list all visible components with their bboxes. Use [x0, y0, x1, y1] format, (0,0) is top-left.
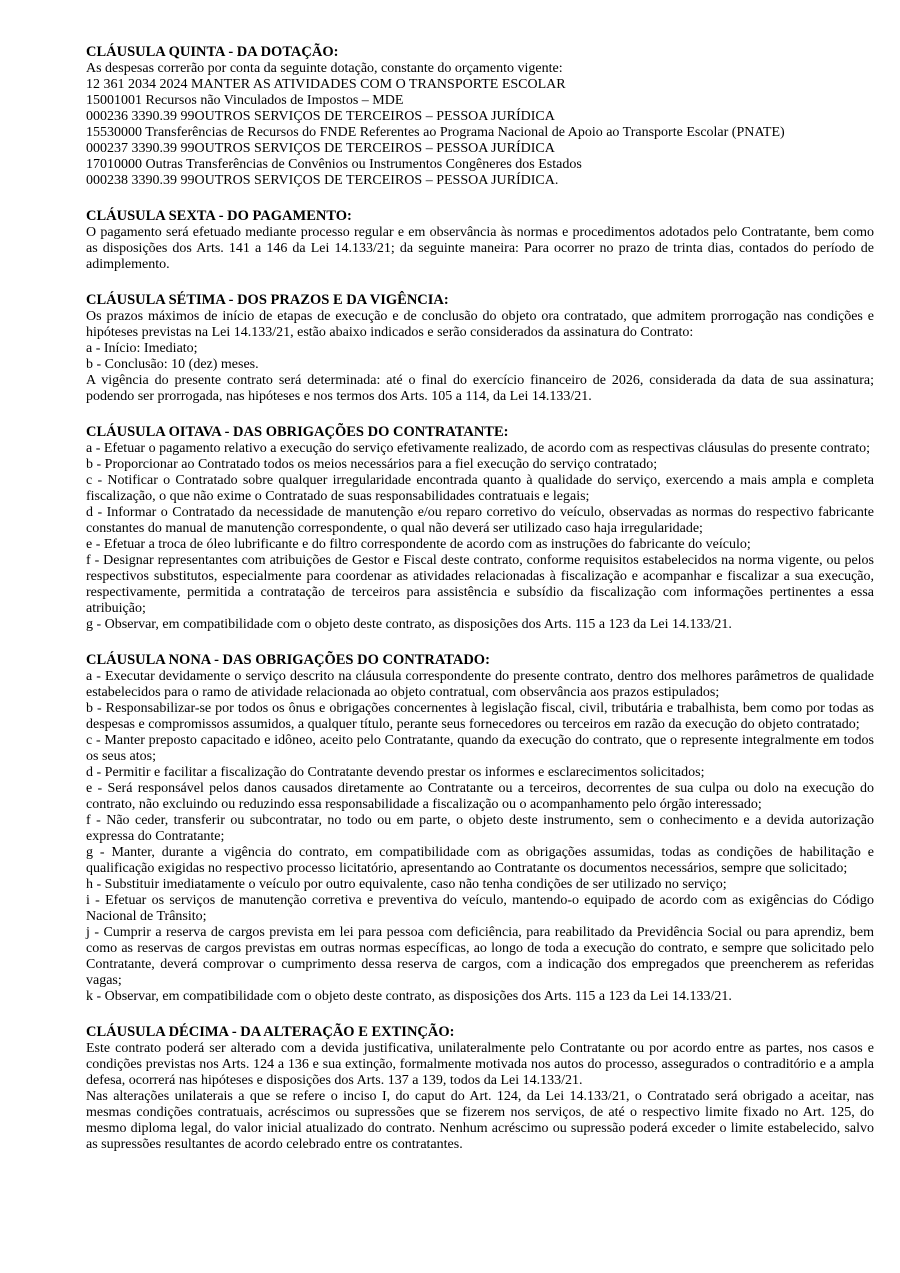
list-item: b - Conclusão: 10 (dez) meses. — [86, 357, 259, 372]
budget-line: 000238 3390.39 99OUTROS SERVIÇOS DE TERCEIROS – PESSOA JURÍDICA. — [86, 173, 559, 188]
budget-line: 17010000 Outras Transferências de Convênios ou Instrumentos Congêneres dos Estados — [86, 157, 582, 172]
clause-seven-prazos-vigencia — [86, 292, 874, 405]
list-item: f - Designar representantes com atribuições de Gestor e Fiscal deste contrato, conforme requisitos estabelecidos na norma vigente, ou pelos respectivos substitutos, especialmente para coordenar as atividades relacionadas à fiscalização e acompanhar e fiscalizar a sua execução, respectivamente, permitida a contratação de terceiros para assistência e subsídio da fiscalização com informações pertinentes a essa atribuição; — [86, 553, 874, 616]
list-item: d - Informar o Contratado da necessidade de manutenção e/ou reparo corretivo do veículo, observadas as normas do respectivo fabricante constantes do manual de manutenção correspondente, o qual não deverá ser utilizado caso haja irregularidade; — [86, 505, 874, 536]
budget-line: 12 361 2034 2024 MANTER AS ATIVIDADES COM O TRANSPORTE ESCOLAR — [86, 77, 566, 92]
paragraph: Os prazos máximos de início de etapas de execução e de conclusão do objeto ora contratado, que admitem prorrogação nas condições e hipóteses previstas na Lei 14.133/21, estão abaixo indicados e serão considerados da assinatura do Contrato: — [86, 309, 874, 340]
budget-line: 15530000 Transferências de Recursos do FNDE Referentes ao Programa Nacional de Apoio ao Transporte Escolar (PNATE) — [86, 125, 785, 140]
paragraph: Este contrato poderá ser alterado com a devida justificativa, unilateralmente pelo Contratante ou por acordo entre as partes, nos casos e condições previstas nos Arts. 124 a 136 e sua extinção, formalmente motivada nos autos do processo, assegurados o contraditório e a ampla defesa, ocorrerá nas hipóteses e disposições dos Arts. 137 a 139, todos da Lei 14.133/21. — [86, 1041, 874, 1088]
clause-five-heading: CLÁUSULA QUINTA - DA DOTAÇÃO: — [86, 44, 339, 60]
list-item: a - Início: Imediato; — [86, 341, 198, 356]
paragraph: Nas alterações unilaterais a que se refere o inciso I, do caput do Art. 124, da Lei 14.133/21, o Contratado será obrigado a aceitar, nas mesmas condições contratuais, acréscimos ou supressões que se fizerem nos serviços, de até o respectivo limite fixado no Art. 125, do mesmo diploma legal, do valor inicial atualizado do contrato. Nenhum acréscimo ou supressão poderá exceder o limite estabelecido, salvo as supressões resultantes de acordo celebrado entre os contratantes. — [86, 1089, 874, 1152]
list-item: i - Efetuar os serviços de manutenção corretiva e preventiva do veículo, mantendo-o equipado de acordo com as exigências do Código Nacional de Trânsito; — [86, 893, 874, 924]
paragraph: A vigência do presente contrato será determinada: até o final do exercício financeiro de 2026, considerada da data de sua assinatura; podendo ser prorrogada, nas hipóteses e nos termos dos Arts. 105 a 114, da Lei 14.133/21. — [86, 373, 874, 404]
clause-nine-heading: CLÁUSULA NONA - DAS OBRIGAÇÕES DO CONTRATADO: — [86, 652, 490, 668]
clause-seven-heading: CLÁUSULA SÉTIMA - DOS PRAZOS E DA VIGÊNCIA: — [86, 292, 449, 308]
list-item: c - Manter preposto capacitado e idôneo, aceito pelo Contratante, quando da execução do contrato, que o represente integralmente em todos os seus atos; — [86, 733, 874, 764]
clause-six-heading: CLÁUSULA SEXTA - DO PAGAMENTO: — [86, 208, 352, 224]
list-item: g - Manter, durante a vigência do contrato, em compatibilidade com as obrigações assumidas, todas as condições de habilitação e qualificação exigidas no respectivo processo licitatório, apresentando ao Contratante os documentos necessários, sempre que solicitado; — [86, 845, 874, 876]
list-item: k - Observar, em compatibilidade com o objeto deste contrato, as disposições dos Arts. 115 a 123 da Lei 14.133/21. — [86, 989, 732, 1004]
list-item: b - Proporcionar ao Contratado todos os meios necessários para a fiel execução do serviço contratado; — [86, 457, 658, 472]
list-item: j - Cumprir a reserva de cargos prevista em lei para pessoa com deficiência, para reabilitado da Previdência Social ou para aprendiz, bem como as reservas de cargos previstas em outras normas específicas, ao longo de toda a execução do contrato, e sempre que solicitado pelo Contratante, deverá comprovar o cumprimento dessa reserva de cargos, com a indicação dos empregados que preencherem as referidas vagas; — [86, 925, 874, 988]
paragraph: O pagamento será efetuado mediante processo regular e em observância às normas e procedimentos adotados pelo Contratante, bem como as disposições dos Arts. 141 a 146 da Lei 14.133/21; da seguinte maneira: Para ocorrer no prazo de trinta dias, contados do período de adimplemento. — [86, 225, 874, 272]
list-item: e - Efetuar a troca de óleo lubrificante e do filtro correspondente de acordo com as instruções do fabricante do veículo; — [86, 537, 751, 552]
clause-ten-alteracao-extincao — [86, 1024, 874, 1153]
clause-ten-heading: CLÁUSULA DÉCIMA - DA ALTERAÇÃO E EXTINÇÃO: — [86, 1024, 455, 1040]
list-item: d - Permitir e facilitar a fiscalização do Contratante devendo prestar os informes e esclarecimentos solicitados; — [86, 765, 705, 780]
list-item: e - Será responsável pelos danos causados diretamente ao Contratante ou a terceiros, decorrentes de sua culpa ou dolo na execução do contrato, não excluindo ou reduzindo essa responsabilidade a fiscalização ou o acompanhamento pelo órgão interessado; — [86, 781, 874, 812]
list-item: c - Notificar o Contratado sobre qualquer irregularidade encontrada quanto à qualidade do serviço, exercendo a mais ampla e completa fiscalização, o que não exime o Contratado de suas responsabilidades contratuais e legais; — [86, 473, 874, 504]
budget-line: 15001001 Recursos não Vinculados de Impostos – MDE — [86, 93, 404, 108]
clause-eight-obrigacoes-contratante — [86, 424, 874, 633]
clause-five-dotacao — [86, 44, 874, 189]
list-item: g - Observar, em compatibilidade com o objeto deste contrato, as disposições dos Arts. 115 a 123 da Lei 14.133/21. — [86, 617, 732, 632]
paragraph: As despesas correrão por conta da seguinte dotação, constante do orçamento vigente: — [86, 61, 563, 76]
budget-line: 000236 3390.39 99OUTROS SERVIÇOS DE TERCEIROS – PESSOA JURÍDICA — [86, 109, 555, 124]
list-item: f - Não ceder, transferir ou subcontratar, no todo ou em parte, o objeto deste instrumento, sem o conhecimento e a devida autorização expressa do Contratante; — [86, 813, 874, 844]
clause-nine-obrigacoes-contratado — [86, 652, 874, 1005]
list-item: a - Efetuar o pagamento relativo a execução do serviço efetivamente realizado, de acordo com as respectivas cláusulas do presente contrato; — [86, 441, 871, 456]
list-item: b - Responsabilizar-se por todos os ônus e obrigações concernentes à legislação fiscal, civil, tributária e trabalhista, bem como por todas as despesas e compromissos assumidos, a qualquer título, perante seus fornecedores ou terceiros em razão da execução do objeto contratado; — [86, 701, 874, 732]
list-item: h - Substituir imediatamente o veículo por outro equivalente, caso não tenha condições de ser utilizado no serviço; — [86, 877, 727, 892]
budget-line: 000237 3390.39 99OUTROS SERVIÇOS DE TERCEIROS – PESSOA JURÍDICA — [86, 141, 555, 156]
list-item: a - Executar devidamente o serviço descrito na cláusula correspondente do presente contrato, dentro dos melhores parâmetros de qualidade estabelecidos para o ramo de atividade relacionada ao objeto contratual, com observância aos prazos estipulados; — [86, 669, 874, 700]
clause-eight-heading: CLÁUSULA OITAVA - DAS OBRIGAÇÕES DO CONTRATANTE: — [86, 424, 509, 440]
clause-six-pagamento — [86, 208, 874, 273]
